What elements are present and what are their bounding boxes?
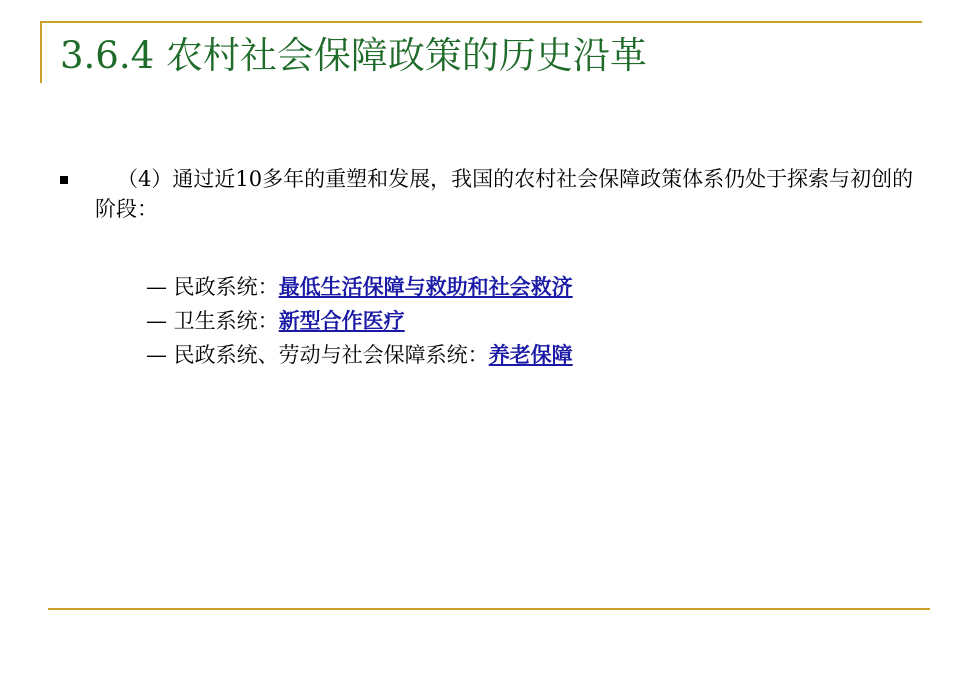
slide-title: 3.6.4 农村社会保障政策的历史沿革 [60, 34, 647, 77]
square-bullet-icon [60, 176, 68, 184]
item-link-pension-security[interactable]: 养老保障 [488, 342, 573, 367]
item-list [146, 270, 573, 372]
top-divider [40, 21, 922, 23]
item-prefix: — 卫生系统： [146, 309, 279, 333]
list-item [146, 338, 573, 372]
bottom-divider [48, 608, 930, 610]
left-divider [40, 21, 42, 83]
list-item [146, 304, 573, 338]
item-prefix: — 民政系统、劳动与社会保障系统： [146, 343, 489, 367]
item-link-minimum-living-security[interactable]: 最低生活保障与救助和社会救济 [278, 274, 573, 299]
item-prefix: — 民政系统： [146, 275, 279, 299]
paragraph-text: （4）通过近10多年的重塑和发展，我国的农村社会保障政策体系仍处于探索与初创的阶段： [95, 167, 914, 221]
item-link-cooperative-medical[interactable]: 新型合作医疗 [278, 308, 405, 333]
body-paragraph [95, 164, 925, 224]
list-item [146, 270, 573, 304]
